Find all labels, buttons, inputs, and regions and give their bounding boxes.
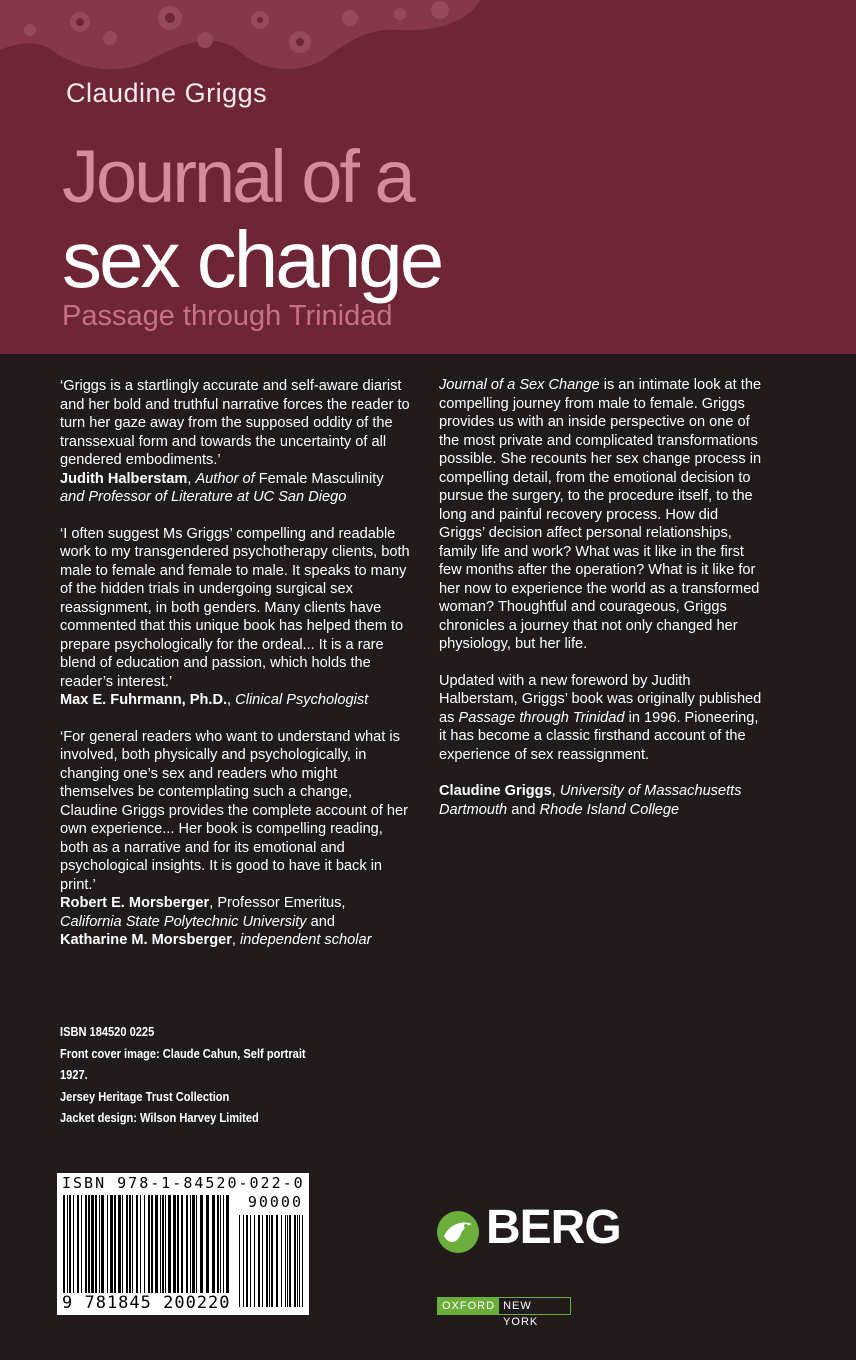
cover-header-band xyxy=(0,0,856,354)
city-new-york: NEW YORK xyxy=(503,1300,539,1328)
endorser-role-cont: and Professor of Literature at UC San Diego xyxy=(60,489,347,505)
endorser-role-2: independent scholar xyxy=(240,932,372,948)
book-title: Journal of a Sex Change xyxy=(439,377,600,393)
title-line-1: Journal of a xyxy=(62,135,413,218)
endorser-name: Judith Halberstam xyxy=(60,470,188,487)
collection-credit: Jersey Heritage Trust Collection xyxy=(60,1088,230,1104)
endorser-name: Max E. Fuhrmann, Ph.D. xyxy=(60,692,228,708)
endorser-role: , Professor Emeritus, xyxy=(209,895,346,911)
city-oxford: OXFORD xyxy=(438,1298,499,1314)
endorser-role: Clinical Psychologist xyxy=(235,692,369,708)
isbn-barcode xyxy=(57,1173,309,1315)
endorser-name: Robert E. Morsberger xyxy=(60,895,210,911)
original-title: Passage through Trinidad xyxy=(458,709,625,726)
endorsement-morsberger: ‘For general readers who want to understand what is involved, both physically and psychologically, in changing one’s sex and readers who might themselves be contemplating such a change, Claudine Griggs provides the complete account of her own experience... Her book is compelling reading, both as a narrative and for its emotional and psychological insights. It is good to have it back in print.’ Robert E. Morsberger, Professor Emeritus, California State Polytechnic University and Katharine M. Morsberger, independent scholar xyxy=(60,728,409,948)
endorsement-fuhrmann: ‘I often suggest Ms Griggs’ compelling and readable work to my transgendered psychotherapy clients, both male to female and female to male. It speaks to many of the hidden trials in undergoing surgical sex reassignment, in both genders. Many clients have commented that this unique book has helped them to prepare psychologically for the ordeal... It is a rare blend of education and passion, which holds the reader’s interest.’ Max E. Fuhrmann, Ph.D., Clinical Psychologist xyxy=(60,525,410,708)
subtitle: Passage through Trinidad xyxy=(62,300,393,332)
cover-image-credit: Front cover image: Claude Cahun, Self portrait 1927. xyxy=(60,1045,306,1082)
endorser-affiliation: California State Polytechnic University xyxy=(60,913,307,930)
quote-text: ‘Griggs is a startlingly accurate and self-aware diarist and her bold and truthful narrative forces the reader to turn her gaze away from the supposed oddity of the transsexual form and towards the uncertainty of all gendered embodiments.’ xyxy=(60,378,410,468)
endorsement-halberstam: ‘Griggs is a startlingly accurate and self-aware diarist and her bold and truthful narrative forces the reader to turn her gaze away from the supposed oddity of the transsexual form and towards the uncertainty of all gendered embodiments.’ Judith Halberstam, Author of Female Masculinity and Professor of Literature at UC San Diego xyxy=(60,378,410,505)
endorsements-column xyxy=(60,377,410,968)
endorser-name-2: Katharine M. Morsberger xyxy=(60,932,232,948)
publisher-cities xyxy=(437,1297,571,1328)
barcode-addon-price: 90000 xyxy=(247,1193,303,1211)
author-bio: Claudine Griggs, University of Massachusetts Dartmouth and Rhode Island College xyxy=(439,783,742,818)
credits-block xyxy=(60,1021,329,1129)
blurb-column xyxy=(439,376,767,837)
title-line-2: sex change xyxy=(62,215,442,304)
jacket-design-credit: Jacket design: Wilson Harvey Limited xyxy=(60,1110,259,1125)
barcode-number: 9 781845 200220 xyxy=(62,1293,231,1313)
isbn-10: ISBN 184520 0225 xyxy=(60,1024,155,1039)
author-name: Claudine Griggs xyxy=(439,783,552,799)
floral-ornament xyxy=(0,0,856,80)
endorser-role: Author of xyxy=(195,470,259,487)
quote-text: ‘For general readers who want to understand what is involved, both physically and psychologically, in changing one’s sex and readers who might themselves be contemplating such a change, Claudine Griggs provides the complete account of her own experience... Her book is compelling reading, both as a narrative and for its emotional and psychological insights. It is good to have it back in print.’ xyxy=(60,728,409,893)
barcode-isbn-label: ISBN 978-1-84520-022-0 xyxy=(62,1174,305,1192)
quote-text: ‘I often suggest Ms Griggs’ compelling and readable work to my transgendered psychotherapy clients, both male to female and female to male. It speaks to many of the hidden trials in undergoing surgical sex reassignment, in both genders. Many clients have commented that this unique book has helped them to prepare psychologically for the ordeal... It is a rare blend of education and passion, which holds the reader’s interest.’ xyxy=(60,525,410,690)
berg-wordmark: BERG xyxy=(486,1201,621,1254)
cover-author: Claudine Griggs xyxy=(66,78,268,108)
berg-bird-icon xyxy=(436,1210,480,1254)
affiliation-1: University of Massachusetts Dartmouth xyxy=(439,783,742,818)
blurb-paragraph-2: Updated with a new foreword by Judith Halberstam, Griggs’ book was originally published as Passage through Trinidad in 1996. Pioneering, it has become a classic firsthand account of the experience of sex reassignment. xyxy=(439,672,762,763)
blurb-paragraph-1: Journal of a Sex Change is an intimate look at the compelling journey from male to female. Griggs provides us with an inside perspective on one of the most private and complicated transformations possible. She recounts her sex change process in compelling detail, from the emotional decision to pursue the surgery, to the procedure itself, to the long and painful recovery process. How did Griggs’ decision affect personal relationships, family life and work? What was it like in the first few months after the operation? What is it like for her now to experience the world as a transformed woman? Thoughtful and courageous, Griggs chronicles a journey that not only changed her physiology, but her life. xyxy=(439,377,762,652)
affiliation-2: Rhode Island College xyxy=(539,801,680,818)
book-title-ref: Female Masculinity xyxy=(258,470,384,487)
